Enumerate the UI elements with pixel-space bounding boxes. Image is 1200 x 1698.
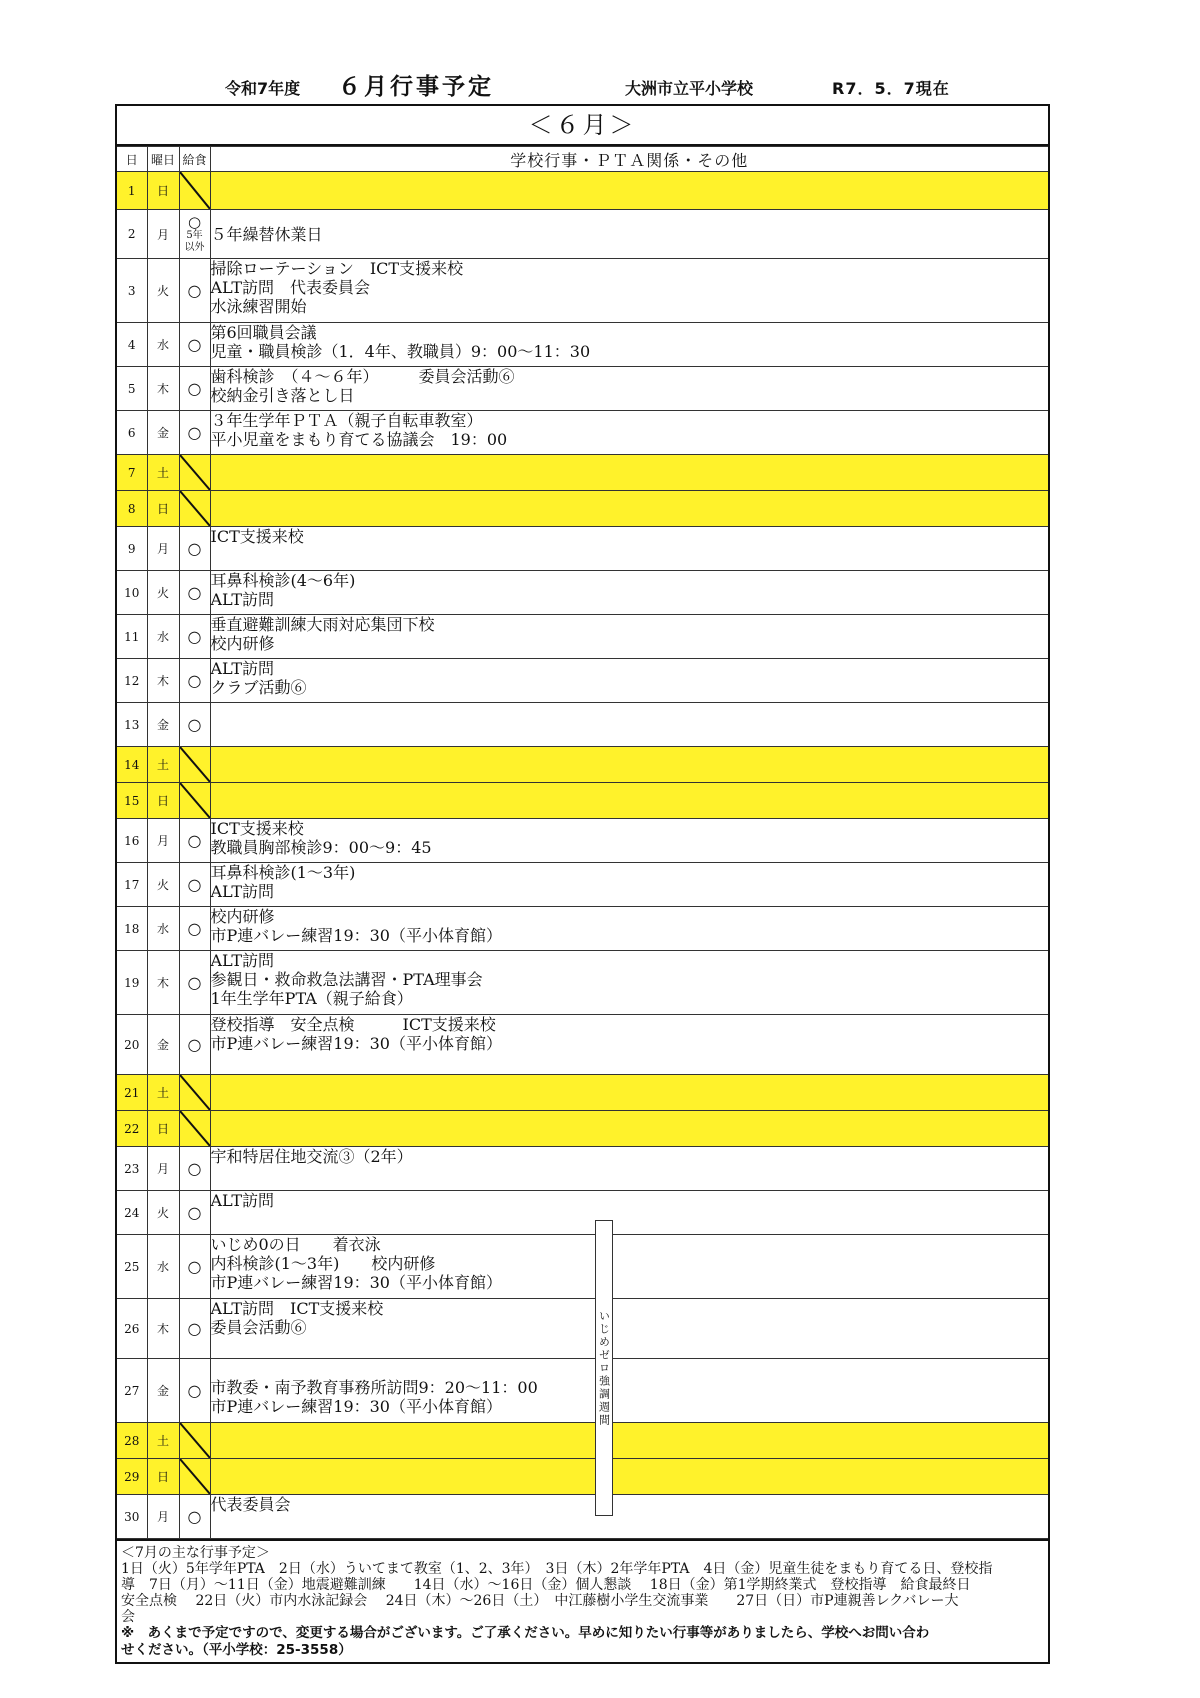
table-row [117, 1235, 1048, 1299]
event-cell [210, 527, 1048, 571]
table-row [117, 1459, 1048, 1495]
event-cell [210, 1015, 1048, 1075]
notes-section [117, 1539, 1048, 1659]
no-lunch-slash [179, 747, 210, 783]
event-line: 掃除ローテーション ICT支援来校 [210, 259, 464, 278]
event-line: 市P連バレー練習19：30（平小体育館） [210, 926, 502, 945]
col-meal-header: 給食 [179, 147, 210, 172]
lunch-mark: ○ [179, 1235, 210, 1299]
event-line: ５年繰替休業日 [210, 224, 323, 244]
event-line: 校納金引き落とし日 [210, 386, 355, 405]
weekday: 金 [147, 1015, 179, 1075]
ijime-zero-week-label: いじめゼロ強調週間 [595, 1220, 613, 1516]
lunch-mark: ○ [179, 367, 210, 411]
table-row [117, 527, 1048, 571]
day-number: 29 [117, 1459, 147, 1495]
no-lunch-slash [179, 1423, 210, 1459]
day-number: 9 [117, 527, 147, 571]
table-row [117, 615, 1048, 659]
lunch-circle: ○ [187, 213, 202, 231]
event-cell [210, 1147, 1048, 1191]
weekday: 木 [147, 659, 179, 703]
event-line: 校内研修 [210, 634, 275, 653]
event-line: 耳鼻科検診(4～6年) [210, 571, 356, 590]
table-row [117, 1299, 1048, 1359]
event-cell [210, 659, 1048, 703]
table-row [117, 210, 1048, 259]
table-row [117, 819, 1048, 863]
lunch-mark: ○ [179, 863, 210, 907]
day-number: 4 [117, 323, 147, 367]
notes-line: 導 7日（月）～11日（金）地震避難訓練 14日（水）～16日（金）個人懇談 18日（金）第1学期終業式 登校指導 給食最終日 [121, 1577, 971, 1593]
event-line: ３年生学年ＰＴＡ（親子自転車教室） [210, 411, 483, 430]
weekday: 日 [147, 783, 179, 819]
day-number: 2 [117, 210, 147, 259]
event-line: 登校指導 安全点検 ICT支援来校 [210, 1015, 496, 1034]
lunch-mark: ○ [179, 411, 210, 455]
lunch-note: 5年 [186, 230, 203, 241]
table-row [117, 951, 1048, 1015]
table-row [117, 659, 1048, 703]
event-cell [210, 1299, 1048, 1359]
event-line: 参観日・救命救急法講習・PTA理事会 [210, 970, 483, 989]
lunch-mark: ○ [179, 703, 210, 747]
no-lunch-slash [179, 491, 210, 527]
weekday: 木 [147, 951, 179, 1015]
day-number: 28 [117, 1423, 147, 1459]
diagonal-slash-icon [180, 747, 210, 782]
event-line: 平小児童をまもり育てる協議会 19：00 [210, 430, 508, 449]
event-cell [210, 615, 1048, 659]
event-line: 校内研修 [210, 907, 275, 926]
lunch-mark: ○ [179, 659, 210, 703]
day-number: 15 [117, 783, 147, 819]
event-line: ALT訪問 [210, 1191, 275, 1210]
lunch-mark: ○ [179, 1147, 210, 1191]
diagonal-slash-icon [180, 455, 210, 490]
warning-line: せください。（平小学校：25-3558） [121, 1642, 352, 1658]
event-line: 市教委・南予教育事務所訪問9：20～11：00 [210, 1378, 538, 1397]
event-cell [210, 1423, 1048, 1459]
table-row [117, 323, 1048, 367]
event-line: 垂直避難訓練大雨対応集団下校 [210, 615, 435, 634]
event-line: ALT訪問 代表委員会 [210, 278, 371, 297]
table-row [117, 1015, 1048, 1075]
event-line: 市P連バレー練習19：30（平小体育館） [210, 1397, 502, 1416]
table-row [117, 491, 1048, 527]
table-row [117, 367, 1048, 411]
event-line: ALT訪問 [210, 590, 275, 609]
weekday: 火 [147, 1191, 179, 1235]
school-name: 大洲市立平小学校 [625, 79, 754, 98]
notes-lines [121, 1561, 1042, 1625]
notes-heading: ＜7月の主な行事予定＞ [121, 1545, 270, 1561]
notes-warning [121, 1625, 1042, 1659]
event-cell [210, 783, 1048, 819]
lunch-note: 以外 [184, 242, 205, 253]
lunch-mark: ○ [179, 1495, 210, 1539]
day-number: 10 [117, 571, 147, 615]
event-line: 第6回職員会議 [210, 323, 317, 342]
lunch-mark [179, 210, 210, 259]
event-cell [210, 455, 1048, 491]
event-line: クラブ活動⑥ [210, 678, 307, 697]
table-row [117, 1359, 1048, 1423]
day-number: 3 [117, 259, 147, 323]
day-number: 24 [117, 1191, 147, 1235]
event-line: 耳鼻科検診(1～3年) [210, 863, 356, 882]
event-cell [210, 1075, 1048, 1111]
no-lunch-slash [179, 1111, 210, 1147]
col-day-header: 日 [117, 147, 147, 172]
event-cell [210, 367, 1048, 411]
weekday: 火 [147, 863, 179, 907]
weekday: 月 [147, 819, 179, 863]
day-number: 19 [117, 951, 147, 1015]
diagonal-slash-icon [180, 1111, 210, 1146]
event-cell [210, 210, 1048, 259]
event-line: 教職員胸部検診9：00～9：45 [210, 838, 432, 857]
schedule-frame [115, 104, 1050, 1664]
day-number: 14 [117, 747, 147, 783]
day-number: 1 [117, 172, 147, 210]
event-line: 委員会活動⑥ [210, 1318, 307, 1337]
weekday: 金 [147, 411, 179, 455]
table-row [117, 703, 1048, 747]
event-cell [210, 819, 1048, 863]
lunch-mark: ○ [179, 907, 210, 951]
diagonal-slash-icon [180, 172, 210, 209]
day-number: 26 [117, 1299, 147, 1359]
table-row [117, 1423, 1048, 1459]
table-row [117, 411, 1048, 455]
day-number: 6 [117, 411, 147, 455]
event-cell [210, 747, 1048, 783]
day-number: 17 [117, 863, 147, 907]
event-line: 歯科検診 （４～６年） 委員会活動⑥ [210, 367, 515, 386]
weekday: 日 [147, 1459, 179, 1495]
day-number: 25 [117, 1235, 147, 1299]
event-cell [210, 172, 1048, 210]
event-cell [210, 863, 1048, 907]
event-cell [210, 703, 1048, 747]
table-row [117, 571, 1048, 615]
weekday: 水 [147, 907, 179, 951]
event-line: 内科検診(1～3年) 校内研修 [210, 1254, 436, 1273]
diagonal-slash-icon [180, 1075, 210, 1110]
event-cell [210, 259, 1048, 323]
day-number: 16 [117, 819, 147, 863]
as-of-date: R7．5．7現在 [832, 79, 950, 98]
table-row [117, 172, 1048, 210]
no-lunch-slash [179, 1459, 210, 1495]
weekday: 月 [147, 1147, 179, 1191]
day-number: 8 [117, 491, 147, 527]
event-cell [210, 1359, 1048, 1423]
day-number: 22 [117, 1111, 147, 1147]
weekday: 火 [147, 259, 179, 323]
table-row [117, 863, 1048, 907]
table-row [117, 747, 1048, 783]
weekday: 金 [147, 703, 179, 747]
weekday: 土 [147, 747, 179, 783]
event-line: 代表委員会 [210, 1495, 291, 1514]
weekday: 土 [147, 1423, 179, 1459]
event-cell [210, 411, 1048, 455]
notes-line: 安全点検 22日（火）市内水泳記録会 24日（木）～26日（土） 中江藤樹小学生交流事業 27日（日）市P連親善レクバレー大 [121, 1593, 959, 1609]
weekday: 日 [147, 491, 179, 527]
lunch-mark: ○ [179, 819, 210, 863]
notes-line: 1日（火）5年学年PTA 2日（水）ういてまて教室（1、2、3年） 3日（木）2年学年PTA 4日（金）児童生徒をまもり育てる日、登校指 [121, 1561, 993, 1577]
event-cell [210, 1191, 1048, 1235]
month-label: ＜６月＞ [117, 106, 1048, 146]
col-events-header: 学校行事・ＰＴＡ関係・その他 [210, 147, 1048, 172]
table-row [117, 1111, 1048, 1147]
table-row [117, 783, 1048, 819]
page-title: ６月行事予定 [338, 74, 494, 100]
day-number: 12 [117, 659, 147, 703]
lunch-mark: ○ [179, 1015, 210, 1075]
day-number: 13 [117, 703, 147, 747]
day-number: 18 [117, 907, 147, 951]
lunch-mark: ○ [179, 259, 210, 323]
table-row [117, 1147, 1048, 1191]
weekday: 月 [147, 210, 179, 259]
table-row [117, 1495, 1048, 1539]
schedule-body [117, 172, 1048, 1539]
notes-line: 会 [121, 1609, 135, 1625]
table-row [117, 1191, 1048, 1235]
event-cell [210, 907, 1048, 951]
lunch-mark: ○ [179, 1299, 210, 1359]
diagonal-slash-icon [180, 491, 210, 526]
weekday: 木 [147, 367, 179, 411]
table-row [117, 259, 1048, 323]
weekday: 木 [147, 1299, 179, 1359]
lunch-mark: ○ [179, 527, 210, 571]
event-cell [210, 1495, 1048, 1539]
no-lunch-slash [179, 1075, 210, 1111]
lunch-mark: ○ [179, 571, 210, 615]
day-number: 23 [117, 1147, 147, 1191]
page-header [0, 68, 1200, 98]
no-lunch-slash [179, 172, 210, 210]
event-cell [210, 951, 1048, 1015]
event-line: 宇和特居住地交流③（2年） [210, 1147, 413, 1166]
event-line: ALT訪問 ICT支援来校 [210, 1299, 384, 1318]
event-line: ALT訪問 [210, 659, 275, 678]
lunch-mark: ○ [179, 1359, 210, 1423]
event-line: 1年生学年PTA（親子給食） [210, 989, 413, 1008]
event-line: ICT支援来校 [210, 819, 304, 838]
event-line: 児童・職員検診（1．4年、教職員）9：00～11：30 [210, 342, 591, 361]
table-row [117, 1075, 1048, 1111]
table-row [117, 907, 1048, 951]
event-cell [210, 1235, 1048, 1299]
event-line: いじめ0の日 着衣泳 [210, 1235, 381, 1254]
weekday: 金 [147, 1359, 179, 1423]
fiscal-year: 令和7年度 [225, 79, 301, 98]
day-number: 7 [117, 455, 147, 491]
table-header-row [117, 147, 1048, 172]
weekday: 火 [147, 571, 179, 615]
event-cell [210, 1111, 1048, 1147]
event-line: ALT訪問 [210, 951, 275, 970]
weekday: 土 [147, 455, 179, 491]
weekday: 土 [147, 1075, 179, 1111]
day-number: 20 [117, 1015, 147, 1075]
weekday: 水 [147, 1235, 179, 1299]
lunch-mark: ○ [179, 615, 210, 659]
weekday: 水 [147, 615, 179, 659]
day-number: 5 [117, 367, 147, 411]
event-line [211, 1359, 1049, 1378]
schedule-table [117, 146, 1048, 1539]
col-weekday-header: 曜日 [147, 147, 179, 172]
day-number: 21 [117, 1075, 147, 1111]
lunch-mark: ○ [179, 323, 210, 367]
event-cell [210, 1459, 1048, 1495]
table-row [117, 455, 1048, 491]
lunch-mark: ○ [179, 951, 210, 1015]
event-line: 市P連バレー練習19：30（平小体育館） [210, 1034, 502, 1053]
diagonal-slash-icon [180, 1459, 210, 1494]
event-cell [210, 491, 1048, 527]
event-line: 水泳練習開始 [210, 297, 307, 316]
day-number: 27 [117, 1359, 147, 1423]
lunch-mark: ○ [179, 1191, 210, 1235]
day-number: 30 [117, 1495, 147, 1539]
no-lunch-slash [179, 783, 210, 819]
weekday: 日 [147, 172, 179, 210]
warning-line: ※ あくまで予定ですので、変更する場合がございます。ご了承ください。早めに知りたい行事等がありましたら、学校へお問い合わ [121, 1625, 930, 1641]
event-cell [210, 323, 1048, 367]
diagonal-slash-icon [180, 783, 210, 818]
weekday: 水 [147, 323, 179, 367]
weekday: 日 [147, 1111, 179, 1147]
event-line: 市P連バレー練習19：30（平小体育館） [210, 1273, 502, 1292]
diagonal-slash-icon [180, 1423, 210, 1458]
weekday: 月 [147, 527, 179, 571]
no-lunch-slash [179, 455, 210, 491]
event-cell [210, 571, 1048, 615]
event-line: ICT支援来校 [210, 527, 304, 546]
event-line: ALT訪問 [210, 882, 275, 901]
day-number: 11 [117, 615, 147, 659]
weekday: 月 [147, 1495, 179, 1539]
